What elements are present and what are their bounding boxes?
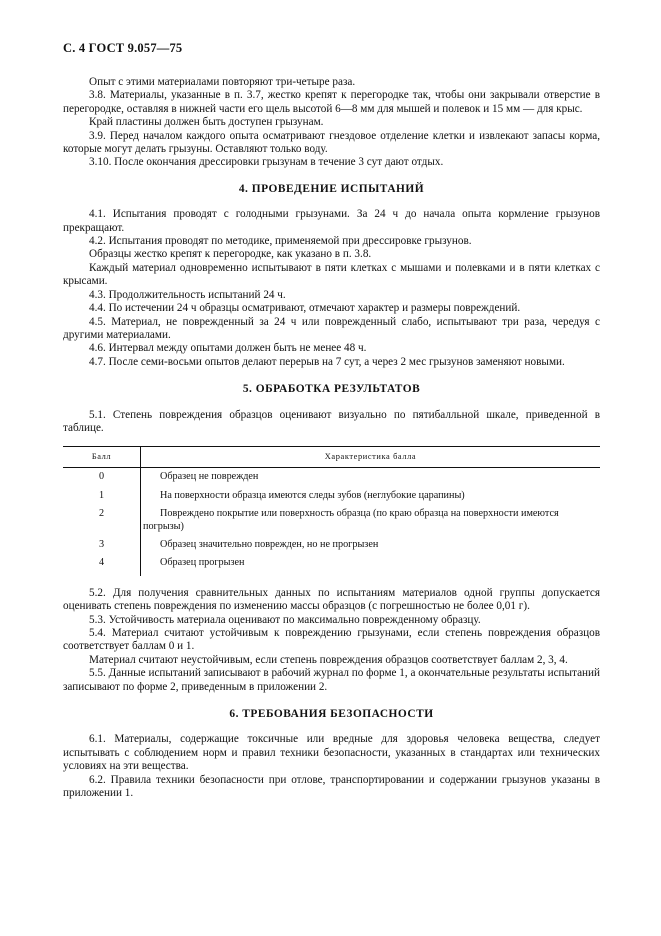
- paragraph-5-3: 5.3. Устойчивость материала оценивают по максимально поврежденному образцу.: [89, 613, 481, 626]
- paragraph-3-10: 3.10. После окончания дрессировки грызунам в течение 3 сут дают отдых.: [89, 156, 444, 169]
- paragraph-3-9: 3.9. Перед началом каждого опыта осматривают гнездовое отделение клетки и извлекают запасы корма, которые могут делать грызуны. Оставляют только воду.: [63, 129, 600, 156]
- table-row: [63, 536, 600, 554]
- paragraph-4-3: 4.3. Продолжительность испытаний 24 ч.: [89, 288, 286, 301]
- grade-description: Образец не поврежден: [160, 471, 259, 483]
- paragraph-4-2-mount: Образцы жестко крепят к перегородке, как указано в п. 3.8.: [89, 248, 372, 261]
- paragraph-4-6: 4.6. Интервал между опытами должен быть не менее 48 ч.: [89, 342, 367, 355]
- grade-score: 0: [63, 468, 141, 487]
- table-row: [63, 505, 600, 536]
- grade-description: Образец прогрызен: [160, 557, 245, 569]
- paragraph-4-7: 4.7. После семи-восьми опытов делают перерыв на 7 сут, а через 2 мес грызунов заменяют новыми.: [89, 355, 565, 368]
- paragraph-5-5: 5.5. Данные испытаний записывают в рабочий журнал по форме 1, а окончательные результаты испытаний записывают по форме 2, приведенным в приложении 2.: [63, 667, 600, 693]
- grade-description: Повреждено покрытие или поверхность образца (по краю образца на поверхности имеются погрызы): [143, 508, 559, 532]
- grade-description: Образец значительно поврежден, но не прогрызен: [160, 538, 379, 550]
- table-row: [63, 554, 600, 575]
- paragraph-5-2: 5.2. Для получения сравнительных данных по испытаниям материалов одной группы допускается оценивать степень повреждения по изменению массы образцов (с погрешностью не более 0,01 г).: [63, 586, 600, 613]
- section-5-title: 5. ОБРАБОТКА РЕЗУЛЬТАТОВ: [242, 383, 421, 396]
- paragraph-5-4-unstable: Материал считают неустойчивым, если степень повреждения образцов соответствует баллам 2, 3, 4.: [89, 653, 568, 666]
- paragraph-3-8-note: Край пластины должен быть доступен грызунам.: [89, 116, 324, 129]
- grade-score: 3: [63, 536, 141, 554]
- grade-score: 4: [63, 554, 141, 575]
- paragraph-4-5: 4.5. Материал, не поврежденный за 24 ч или поврежденный слабо, испытывают три раза, чередуя с другими материалами.: [63, 315, 600, 341]
- paragraph-3-7-cont: Опыт с этими материалами повторяют три-четыре раза.: [89, 76, 356, 88]
- grade-table-col-score: Балл: [63, 447, 141, 468]
- grade-score: 1: [63, 487, 141, 505]
- table-row: [63, 468, 600, 487]
- paragraph-4-4: 4.4. По истечении 24 ч образцы осматривают, отмечают характер и размеры повреждений.: [89, 302, 521, 315]
- grade-description: На поверхности образца имеются следы зубов (неглубокие царапины): [160, 489, 465, 501]
- grade-table-header: [63, 447, 600, 468]
- paragraph-4-2-cages: Каждый материал одновременно испытывают в пяти клетках с мышами и полевками и в пяти клетках с крысами.: [63, 261, 600, 288]
- paragraph-6-2: 6.2. Правила техники безопасности при отлове, транспортировании и содержании грызунов указаны в приложении 1.: [63, 773, 600, 800]
- section-6-title: 6. ТРЕБОВАНИЯ БЕЗОПАСНОСТИ: [229, 708, 434, 721]
- paragraph-4-1: 4.1. Испытания проводят с голодными грызунами. За 24 ч до начала опыта кормление грызунов прекращают.: [63, 208, 600, 234]
- table-row: [63, 487, 600, 505]
- grade-table-col-description: Характеристика балла: [141, 447, 601, 468]
- paragraph-4-2: 4.2. Испытания проводят по методике, применяемой при дрессировке грызунов.: [89, 235, 472, 248]
- paragraph-5-1: 5.1. Степень повреждения образцов оценивают визуально по пятибалльной шкале, приведенной в таблице.: [63, 408, 600, 434]
- document-body: [63, 76, 600, 800]
- paragraph-5-4: 5.4. Материал считают устойчивым к повреждению грызунами, если степень повреждения образцов соответствует баллам 0 и 1.: [63, 627, 600, 653]
- paragraph-6-1: 6.1. Материалы, содержащие токсичные или вредные для здоровья человека вещества, следует испытывать с соблюдением норм и правил техники безопасности, указанных в стандартах или технических условиях на эти вещества.: [63, 733, 600, 773]
- paragraph-3-8: 3.8. Материалы, указанные в п. 3.7, жестко крепят к перегородке так, чтобы они закрывали отверстие в перегородке, оставляя в нижней части его щель высотой 6—8 мм для мышей и полевок и 15 мм — для крыс.: [63, 89, 600, 115]
- section-4-title: 4. ПРОВЕДЕНИЕ ИСПЫТАНИЙ: [238, 182, 425, 195]
- grade-score: 2: [63, 505, 141, 536]
- grade-table: [63, 446, 600, 575]
- page-header: С. 4 ГОСТ 9.057—75: [63, 41, 183, 55]
